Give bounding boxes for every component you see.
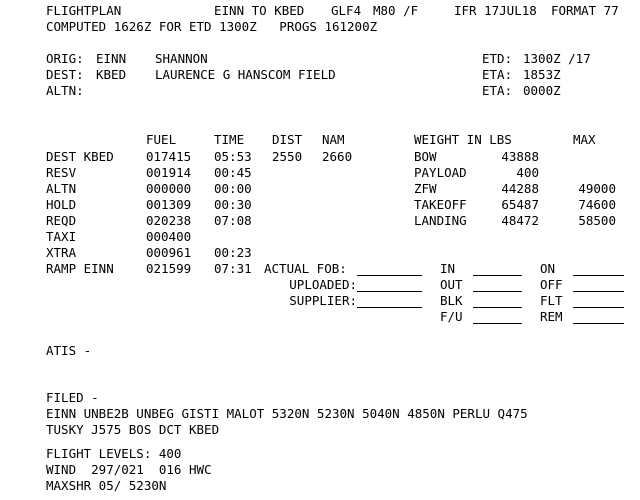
fuel-row-label: TAXI <box>46 229 77 244</box>
weight-value: 43888 <box>501 149 539 164</box>
fuel-row-fuel: 017415 <box>146 149 192 164</box>
flt-field[interactable] <box>573 307 624 308</box>
time-col-header: TIME <box>214 132 245 147</box>
on-field[interactable] <box>573 275 624 276</box>
fuel-row-fuel: 000961 <box>146 245 192 260</box>
altn-label: ALTN: <box>46 83 84 98</box>
fuel-row-time: 00:45 <box>214 165 252 180</box>
nam-col-header: NAM <box>322 132 345 147</box>
fuel-row-label: DEST KBED <box>46 149 114 164</box>
fuel-row-nam: 2660 <box>322 149 353 164</box>
atis-line: ATIS - <box>46 343 92 358</box>
filed-route-line2: TUSKY J575 BOS DCT KBED <box>46 422 220 437</box>
cruise-speed: M80 /F <box>373 3 419 18</box>
off-field[interactable] <box>573 291 624 292</box>
actual-fob-field[interactable] <box>357 275 422 276</box>
weight-header: WEIGHT IN LBS <box>414 132 512 147</box>
fuel-row-label: HOLD <box>46 197 77 212</box>
fu-field[interactable] <box>473 323 522 324</box>
fuel-row-time: 00:00 <box>214 181 252 196</box>
weight-max: 49000 <box>578 181 616 196</box>
weight-label: TAKEOFF <box>414 197 467 212</box>
out-label: OUT <box>440 277 463 292</box>
orig-name: SHANNON <box>155 51 208 66</box>
orig-label: ORIG: <box>46 51 84 66</box>
etd-label: ETD: <box>482 51 513 66</box>
rem-field[interactable] <box>573 323 624 324</box>
fuel-row-time: 05:53 <box>214 149 252 164</box>
weight-value: 400 <box>516 165 539 180</box>
out-field[interactable] <box>473 291 522 292</box>
filed-route-line1: EINN UNBE2B UNBEG GISTI MALOT 5320N 5230N 5040N 4850N PERLU Q475 <box>46 406 528 421</box>
doc-title: FLIGHTPLAN <box>46 3 122 18</box>
weight-label: LANDING <box>414 213 467 228</box>
fuel-row-fuel: 001309 <box>146 197 192 212</box>
weight-label: PAYLOAD <box>414 165 467 180</box>
eta-label: ETA: <box>482 67 513 82</box>
etd-value: 1300Z /17 <box>523 51 591 66</box>
fuel-col-header: FUEL <box>146 132 177 147</box>
eta-altn-value: 0000Z <box>523 83 561 98</box>
fuel-row-label: RESV <box>46 165 77 180</box>
fuel-row-time: 00:23 <box>214 245 252 260</box>
dist-col-header: DIST <box>272 132 303 147</box>
dest-code: KBED <box>96 67 127 82</box>
aircraft-type: GLF4 <box>331 3 362 18</box>
flight-levels: FLIGHT LEVELS: 400 <box>46 446 182 461</box>
on-label: ON <box>540 261 556 276</box>
wind-line: WIND 297/021 016 HWC <box>46 462 212 477</box>
blk-label: BLK <box>440 293 463 308</box>
uploaded-field[interactable] <box>357 291 422 292</box>
weight-label: BOW <box>414 149 437 164</box>
off-label: OFF <box>540 277 563 292</box>
weight-value: 48472 <box>501 213 539 228</box>
fuel-row-fuel: 000400 <box>146 229 192 244</box>
fuel-row-time: 07:08 <box>214 213 252 228</box>
fuel-row-label: XTRA <box>46 245 77 260</box>
weight-value: 65487 <box>501 197 539 212</box>
fuel-row-label: REQD <box>46 213 77 228</box>
weight-max: 58500 <box>578 213 616 228</box>
fuel-row-time: 00:30 <box>214 197 252 212</box>
actual-fob-label: ACTUAL FOB: <box>264 261 347 276</box>
fuel-row-fuel: 001914 <box>146 165 192 180</box>
fuel-row-fuel: 020238 <box>146 213 192 228</box>
dest-label: DEST: <box>46 67 84 82</box>
in-label: IN <box>440 261 456 276</box>
maxshr-line: MAXSHR 05/ 5230N <box>46 478 167 493</box>
weight-label: ZFW <box>414 181 437 196</box>
fuel-row-time: 07:31 <box>214 261 252 276</box>
computed-line: COMPUTED 1626Z FOR ETD 1300Z PROGS 161200Z <box>46 19 378 34</box>
dest-name: LAURENCE G HANSCOM FIELD <box>155 67 336 82</box>
uploaded-label: UPLOADED: <box>289 277 357 292</box>
fuel-row-fuel: 021599 <box>146 261 192 276</box>
weight-max: 74600 <box>578 197 616 212</box>
blk-field[interactable] <box>473 307 522 308</box>
supplier-label: SUPPLIER: <box>289 293 357 308</box>
fuel-row-dist: 2550 <box>272 149 303 164</box>
route-summary: EINN TO KBED <box>214 3 305 18</box>
in-field[interactable] <box>473 275 522 276</box>
fuel-row-fuel: 000000 <box>146 181 192 196</box>
fuel-row-label: RAMP EINN <box>46 261 114 276</box>
filed-label: FILED - <box>46 390 99 405</box>
orig-code: EINN <box>96 51 127 66</box>
rules-date: IFR 17JUL18 <box>454 3 537 18</box>
weight-value: 44288 <box>501 181 539 196</box>
eta-altn-label: ETA: <box>482 83 513 98</box>
eta-value: 1853Z <box>523 67 561 82</box>
format-number: FORMAT 77 <box>551 3 619 18</box>
supplier-field[interactable] <box>357 307 422 308</box>
max-header: MAX <box>573 132 596 147</box>
flt-label: FLT <box>540 293 563 308</box>
fuel-row-label: ALTN <box>46 181 77 196</box>
fu-label: F/U <box>440 309 463 324</box>
rem-label: REM <box>540 309 563 324</box>
